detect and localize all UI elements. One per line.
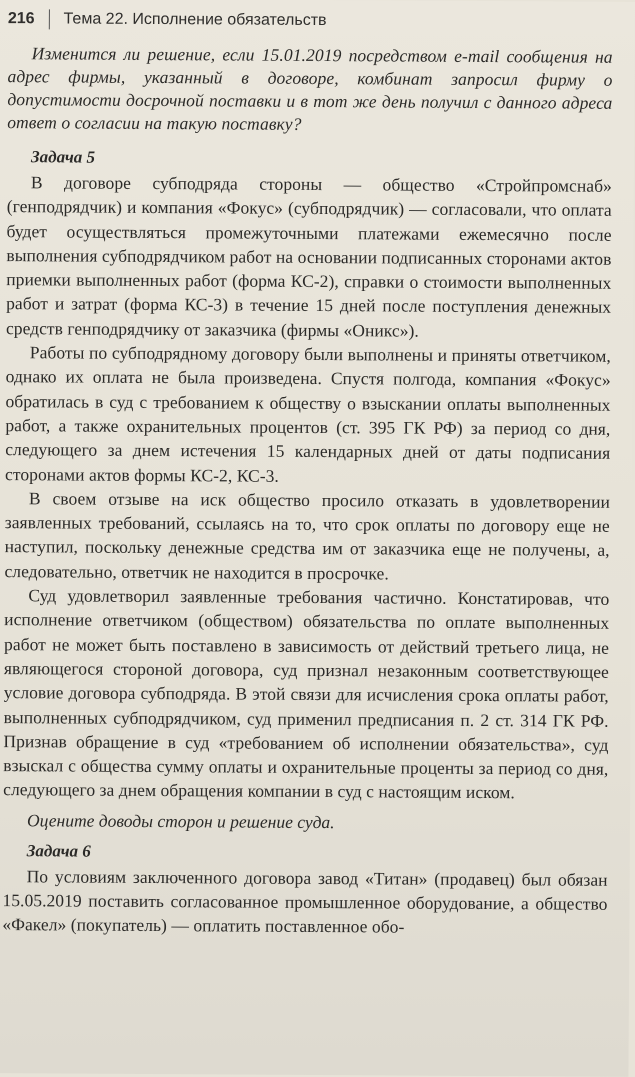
header-separator — [49, 9, 50, 29]
task-5-heading: Задача 5 — [30, 147, 96, 167]
task-5-paragraph-3: В своем отзыве на иск общество просило отказать в удовлетворении заявленных требований, ссылаясь на то, что срок оплаты по договору еще не наступил, поскольку денежные средства им от заказчика еще не получены, а, следовательно, ответчик не находится в просрочке. — [4, 488, 611, 584]
page-number: 216 — [7, 10, 35, 28]
question-paragraph: Изменится ли решение, если 15.01.2019 посредством e-mail сообщения на адрес фирмы, указанный в договоре, комбинат запросил фирму о допустимости досрочной поставки и в тот же день получил с данного адреса ответ о согласии на такую поставку? — [7, 43, 613, 134]
chapter-title: Тема 22. Исполнение обязательств — [63, 10, 327, 30]
task-6-paragraph-1: По условиям заключенного договора завод «Титан» (продавец) был обязан 15.05.2019 поставить согласованное промышленное оборудование, а общество «Факел» (покупатель) — оплатить поставленное обо- — [2, 865, 608, 937]
task-5-paragraph-4: Суд удовлетворил заявленные требования частично. Констатировав, что исполнение ответчиком (обществом) обязательства по оплате выполненных работ не может быть поставлено в зависимость от действий третьего лица, не являющегося стороной договора, суд признал незаконным соответствующее условие договора субподряда. В этой связи для исчисления срока оплаты работ, выполненных субподрядчиком, суд применил предписания п. 2 ст. 314 ГК РФ. Признав обращение в суд «требованием об исполнении обязательства», суд взыскал с общества сумму оплаты и охранительные проценты за период со дня, следующего за днем обращения компании в суд с настоящим иском. — [3, 585, 610, 803]
task-5-paragraph-2: Работы по субподрядному договору были выполнены и приняты ответчиком, однако их оплата не была произведена. Спустя полгода, компания «Фокус» обратилась в суд с требованием к обществу о взыскании оплаты выполненных работ, а также охранительных процентов (ст. 395 ГК РФ) за период со дня, следующего за днем истечения 15 календарных дней от даты подписания сторонами актов формы КС-2, КС-3. — [5, 342, 611, 486]
running-head — [8, 4, 613, 38]
task-5-assessment: Оцените доводы сторон и решение суда. — [26, 809, 335, 832]
task-5-paragraph-1: В договоре субподряда стороны — общество «Стройпромснаб» (генподрядчик) и компания «Фокус» (субподрядчик) — согласовали, что оплата будет осуществляться промежуточными платежами ежемесячно после выполнения субподрядчиком работ на основании подписанных сторонами актов приемки выполненных работ (форма КС-2), справки о стоимости выполненных работ и затрат (форма КС-3) в течение 15 дней после поступления денежных средств генподрядчику от заказчика (фирмы «Оникс»). — [5, 172, 612, 341]
task-6-heading: Задача 6 — [26, 840, 91, 861]
